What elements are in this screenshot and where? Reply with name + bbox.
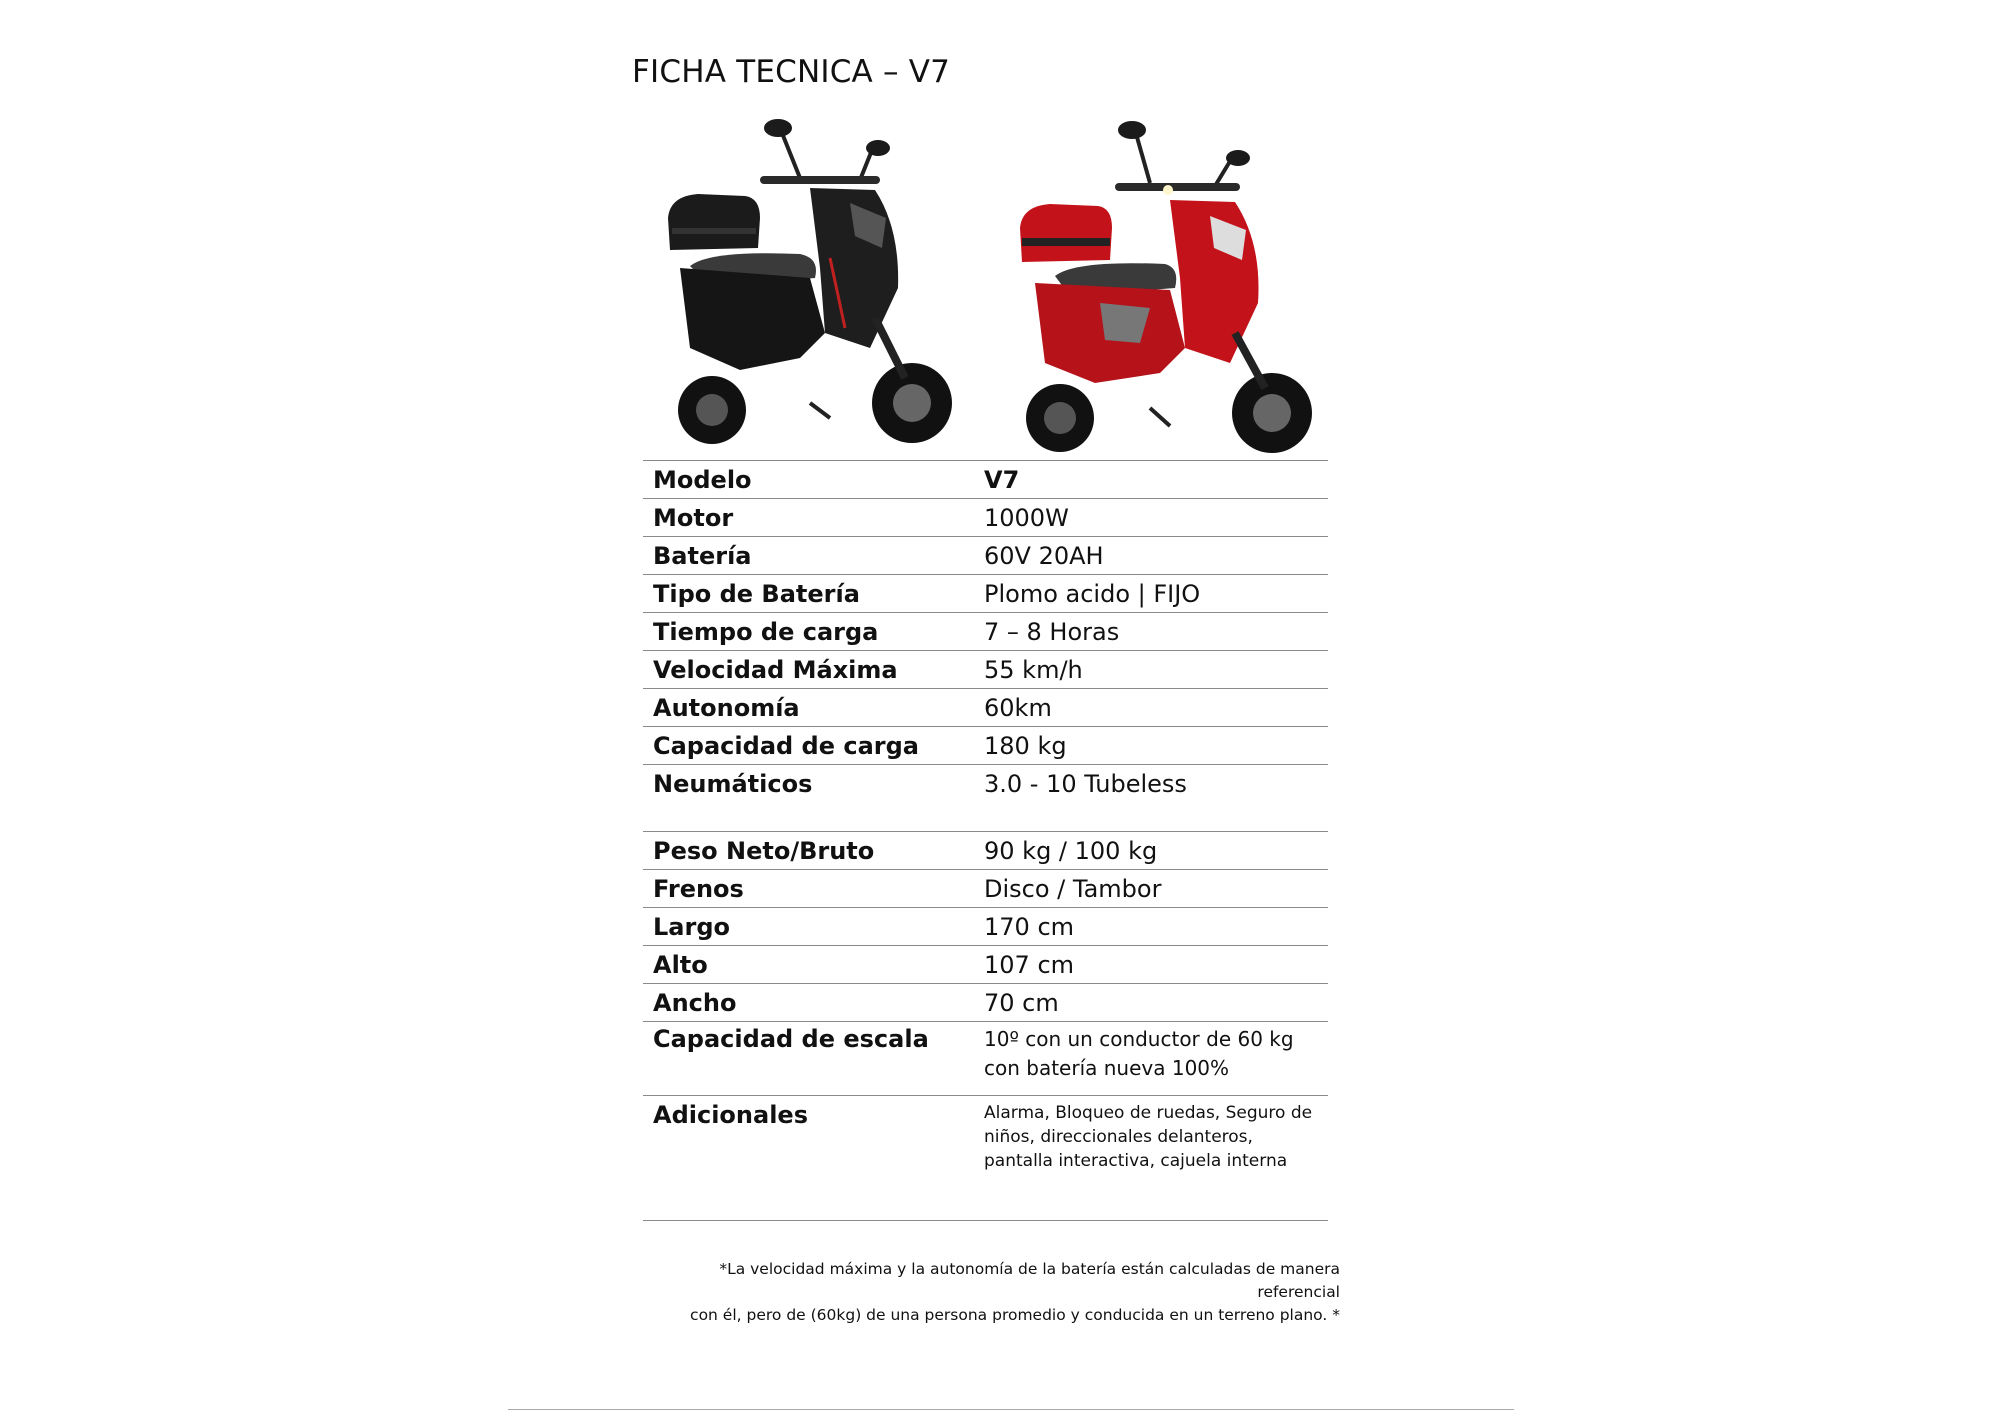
spec-row-autonomia: [643, 689, 1328, 727]
spec-row-adicionales: [643, 1096, 1328, 1221]
spec-value: 180 kg: [984, 732, 1067, 760]
footnote-line: con él, pero de (60kg) de una persona promedio y conducida en un terreno plano. *: [690, 1306, 1340, 1324]
spec-value: 7 – 8 Horas: [984, 618, 1120, 646]
spec-label: Alto: [653, 951, 708, 979]
spec-value: Plomo acido | FIJO: [984, 580, 1201, 608]
spec-row-capacidad-escala: [643, 1022, 1328, 1096]
spec-row-modelo: [643, 461, 1328, 499]
spec-label: Adicionales: [653, 1101, 808, 1129]
spec-label: Velocidad Máxima: [653, 656, 898, 684]
spec-label: Neumáticos: [653, 770, 813, 798]
spec-value-line: pantalla interactiva, cajuela interna: [984, 1151, 1288, 1171]
spec-row-tipo-bateria: [643, 575, 1328, 613]
spec-label: Ancho: [653, 989, 737, 1017]
spec-label: Capacidad de carga: [653, 732, 919, 760]
spec-value: 170 cm: [984, 913, 1075, 941]
spec-row-capacidad-carga: [643, 727, 1328, 765]
spec-row-largo: [643, 908, 1328, 946]
spec-value: 3.0 - 10 Tubeless: [984, 770, 1187, 798]
spec-value-line: niños, direccionales delanteros,: [984, 1127, 1253, 1147]
page-divider: [508, 1409, 1514, 1410]
spec-row-alto: [643, 946, 1328, 984]
spec-row-bateria: [643, 537, 1328, 575]
spec-value: 60km: [984, 694, 1052, 722]
spec-value: V7: [984, 466, 1020, 494]
spec-value-line: con batería nueva 100%: [984, 1056, 1230, 1080]
spec-table: [643, 460, 1328, 1221]
spec-label: Peso Neto/Bruto: [653, 837, 875, 865]
scooter-black-image: [650, 118, 980, 458]
footnote: [640, 1258, 1340, 1327]
spec-row-motor: [643, 499, 1328, 537]
spec-row-neumaticos: [643, 765, 1328, 832]
spec-value: Disco / Tambor: [984, 875, 1162, 903]
spec-label: Capacidad de escala: [653, 1025, 929, 1053]
product-photos: [650, 118, 1330, 458]
spec-row-velocidad: [643, 651, 1328, 689]
spec-row-peso: [643, 832, 1328, 870]
spec-value: 1000W: [984, 504, 1069, 532]
scooter-red-image: [1000, 118, 1330, 458]
document-title: FICHA TECNICA – V7: [632, 54, 951, 90]
spec-value: [984, 1099, 1328, 1173]
spec-row-ancho: [643, 984, 1328, 1022]
spec-row-frenos: [643, 870, 1328, 908]
spec-label: Batería: [653, 542, 752, 570]
spec-label: Autonomía: [653, 694, 800, 722]
spec-value: 70 cm: [984, 989, 1059, 1017]
spec-value-line: 10º con un conductor de 60 kg: [984, 1027, 1294, 1051]
spec-row-tiempo-carga: [643, 613, 1328, 651]
spec-value: [984, 1025, 1328, 1083]
spec-label: Tiempo de carga: [653, 618, 879, 646]
spec-label: Largo: [653, 913, 730, 941]
spec-label: Tipo de Batería: [653, 580, 860, 608]
spec-value: 90 kg / 100 kg: [984, 837, 1158, 865]
spec-label: Modelo: [653, 466, 752, 494]
spec-value: 55 km/h: [984, 656, 1083, 684]
spec-label: Frenos: [653, 875, 744, 903]
spec-value: 60V 20AH: [984, 542, 1104, 570]
spec-value: 107 cm: [984, 951, 1075, 979]
spec-label: Motor: [653, 504, 734, 532]
spec-value-line: Alarma, Bloqueo de ruedas, Seguro de: [984, 1103, 1313, 1123]
footnote-line: *La velocidad máxima y la autonomía de la batería están calculadas de manera referencial: [719, 1260, 1340, 1301]
